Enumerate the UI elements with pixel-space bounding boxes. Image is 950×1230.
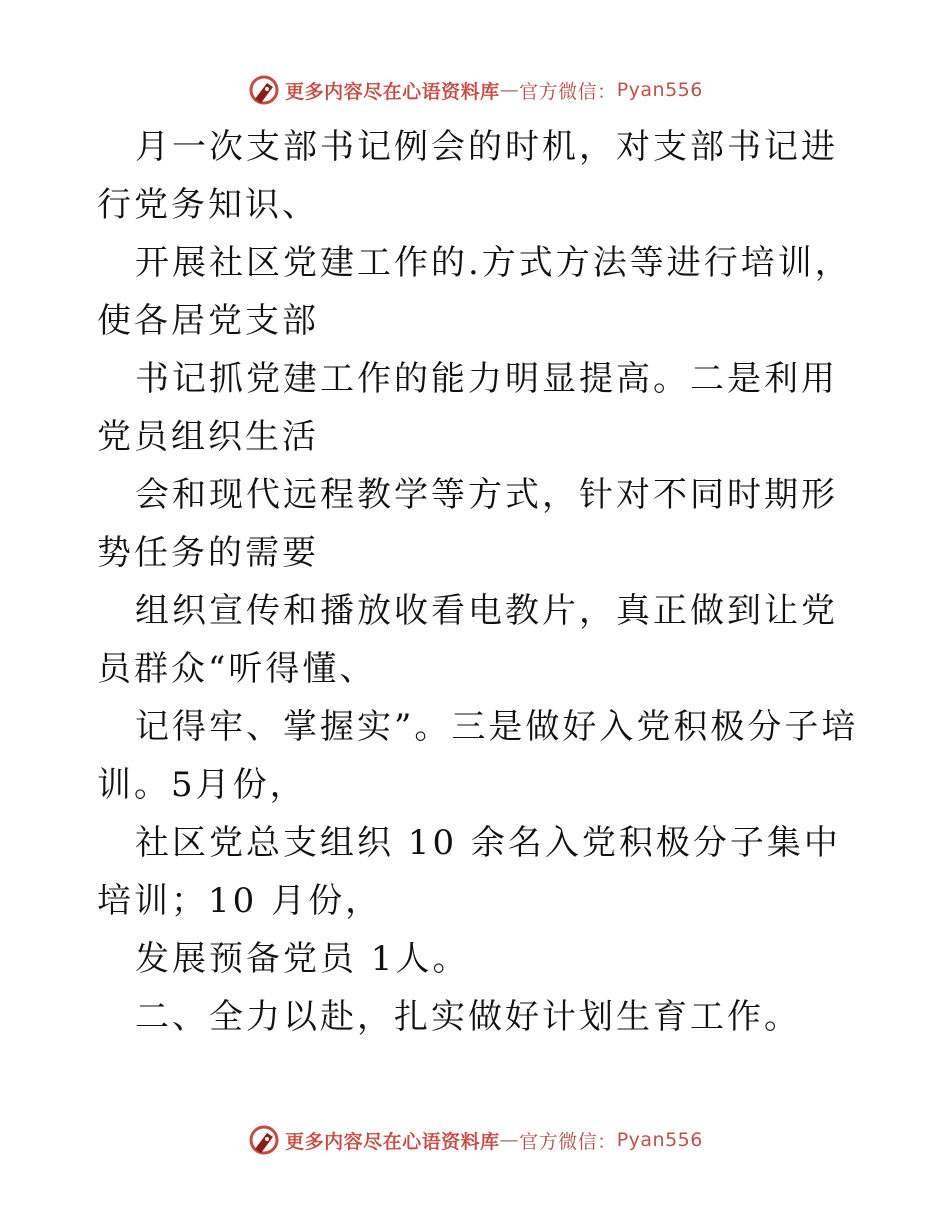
footer-watermark — [0, 1120, 950, 1160]
watermark-dash: — — [499, 1129, 520, 1151]
watermark-wechat-id: Pyan556 — [616, 1129, 703, 1151]
watermark-wechat-label: 官方微信： — [519, 1130, 617, 1153]
paragraph: 组织宣传和播放收看电教片，真正做到让党员群众“听得懂、 — [97, 591, 838, 689]
pen-nib-circle-icon — [247, 73, 281, 107]
paragraph: 开展社区党建工作的.方式方法等进行培训，使各居党支部 — [97, 243, 852, 341]
watermark-wechat-id: Pyan556 — [616, 79, 703, 101]
paragraph: 记得牢、掌握实”。三是做好入党积极分子培训。5月份， — [97, 707, 859, 805]
watermark-main-text: 更多内容尽在心语资料库 — [285, 80, 500, 103]
paragraph: 社区党总支组织 10 余名入党积极分子集中培训；10 月份， — [97, 823, 841, 921]
watermark-wechat-label: 官方微信： — [519, 80, 617, 103]
pen-nib-circle-icon — [247, 1123, 281, 1157]
watermark-main-text: 更多内容尽在心语资料库 — [285, 1130, 500, 1153]
watermark-dash: — — [499, 79, 520, 101]
paragraph: 发展预备党员 1人。 — [135, 939, 470, 979]
paragraph: 书记抓党建工作的能力明显提高。二是利用党员组织生活 — [97, 359, 838, 457]
document-body — [97, 118, 867, 1046]
paragraph: 会和现代远程教学等方式，针对不同时期形势任务的需要 — [97, 475, 838, 573]
header-watermark — [0, 70, 950, 110]
paragraph: 月一次支部书记例会的时机，对支部书记进行党务知识、 — [97, 127, 838, 225]
section-heading: 二、全力以赴，扎实做好计划生育工作。 — [135, 997, 801, 1037]
